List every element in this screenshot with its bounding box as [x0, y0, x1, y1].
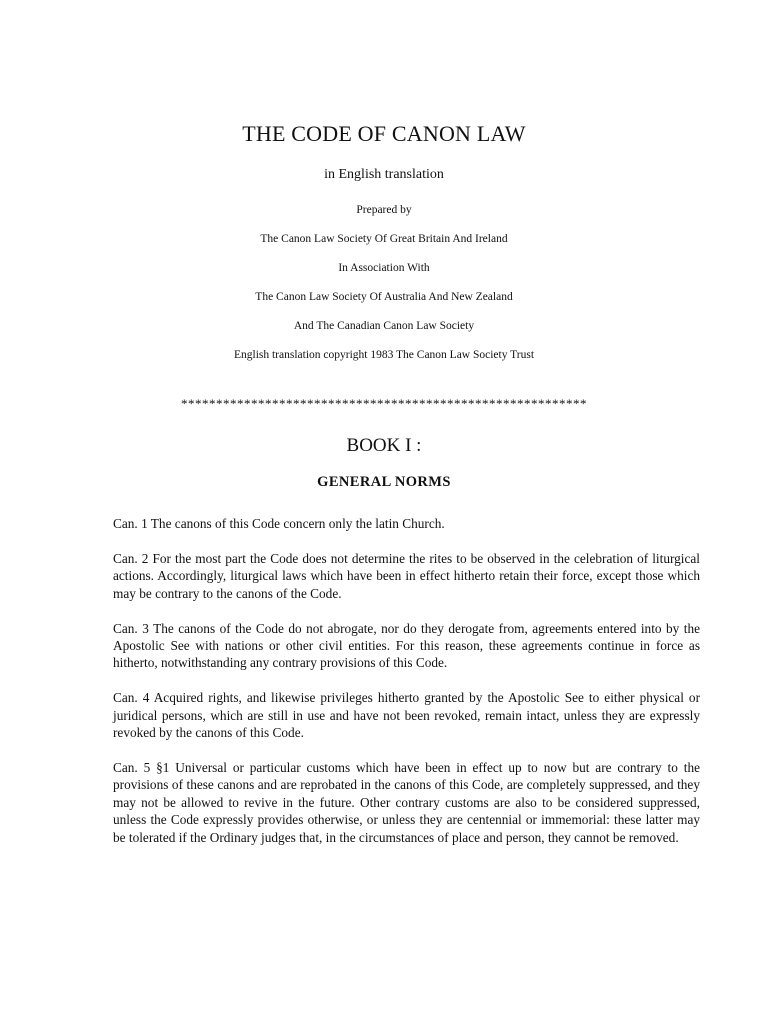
- asterisk-divider: **********************************************************: [181, 396, 587, 411]
- canon-1: Can. 1 The canons of this Code concern only the latin Church.: [113, 516, 445, 531]
- section-title: GENERAL NORMS: [317, 474, 451, 490]
- book-title: BOOK I :: [346, 435, 422, 456]
- document-title: THE CODE OF CANON LAW: [242, 121, 526, 146]
- canon-3: Can. 3 The canons of the Code do not abrogate, nor do they derogate from, agreements entered into by the Apostolic See with nations or other civil entities. For this reason, these agreements continue in force as hitherto, notwithstanding any contrary provisions of this Code.: [113, 620, 700, 671]
- canon-5: Can. 5 §1 Universal or particular customs which have been in effect up to now but are contrary to the provisions of these canons and are reprobated in the canons of this Code, are completely suppressed, and they may not be allowed to revive in the future. Other contrary customs are also to be considered suppressed, unless the Code expressly provides otherwise, or unless they are centennial or immemorial: these latter may be tolerated if the Ordinary judges that, in the circumstances of place and person, they cannot be removed.: [113, 760, 700, 845]
- credit-line-prepared-by: Prepared by: [356, 204, 412, 216]
- credit-line-copyright: English translation copyright 1983 The Canon Law Society Trust: [233, 349, 535, 361]
- canon-list: [113, 515, 700, 864]
- credit-line-australia-new-zealand: The Canon Law Society Of Australia And New Zealand: [255, 291, 513, 303]
- credit-line-great-britain-ireland: The Canon Law Society Of Great Britain And Ireland: [260, 233, 508, 245]
- canon-4: Can. 4 Acquired rights, and likewise privileges hitherto granted by the Apostolic See to either physical or juridical persons, which are still in use and have not been revoked, remain intact, unless they are expressly revoked by the canons of this Code.: [113, 690, 700, 741]
- document-subtitle: in English translation: [324, 167, 444, 182]
- canon-2: Can. 2 For the most part the Code does not determine the rites to be observed in the celebration of liturgical actions. Accordingly, liturgical laws which have been in effect hitherto retain their force, except those which may be contrary to the canons of the Code.: [113, 550, 700, 601]
- credit-line-canadian-society: And The Canadian Canon Law Society: [293, 320, 475, 332]
- credit-line-in-association: In Association With: [338, 262, 430, 274]
